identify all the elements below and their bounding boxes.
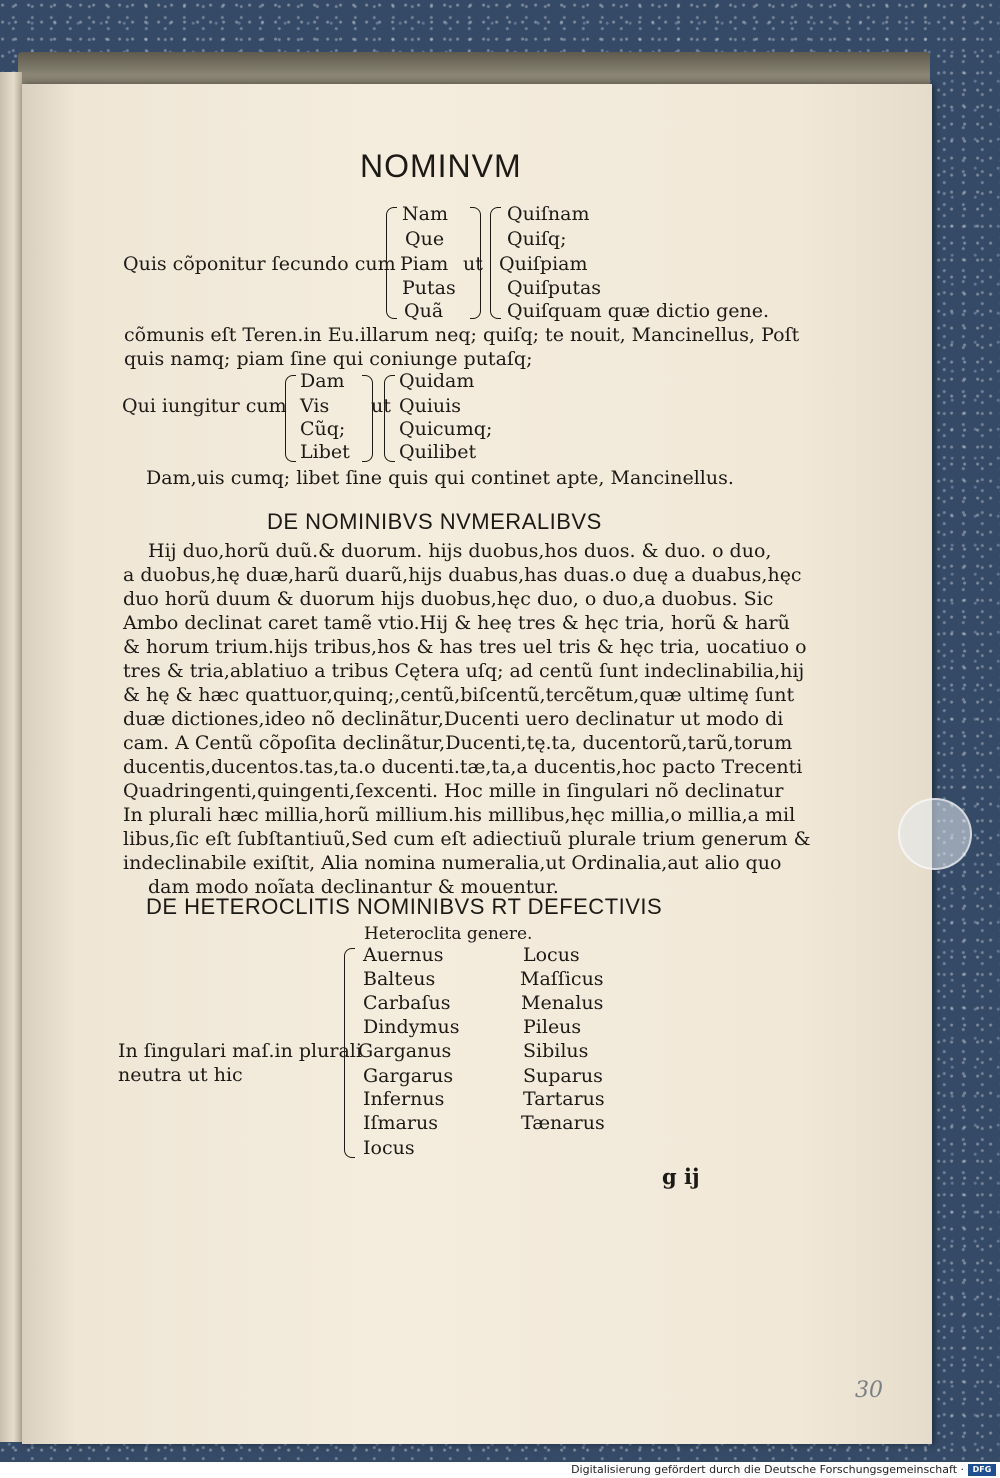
col-b-item: Quiſq;: [507, 228, 567, 250]
dfg-logo: DFG: [968, 1464, 996, 1476]
left-brace: [285, 375, 296, 462]
text-line: & horum trium.hijs tribus,hos & has tres uel tris & hęc tria, uocatiuo o: [123, 636, 807, 658]
col-a-item: Iſmarus: [363, 1112, 438, 1134]
col-b-item: Quicumq;: [399, 418, 493, 440]
col-b-item: Sibilus: [523, 1040, 589, 1062]
right-brace: [362, 375, 373, 462]
text-line: Quadringenti,quingenti,ſexcenti. Hoc mille in ſingulari nõ declinatur: [123, 780, 784, 802]
col-a-item: Dindymus: [363, 1016, 460, 1038]
text-line: tres & tria,ablatiuo a tribus Cętera uſq; ad centũ ſunt indeclinabilia,hij: [123, 660, 805, 682]
lead-phrase: Quis cõponitur ſecundo cum: [123, 253, 396, 275]
col-b-item: Quilibet: [399, 441, 477, 463]
col-b-item: Pileus: [523, 1016, 582, 1038]
pencil-note: 30: [855, 1378, 883, 1403]
col-b-item: Quiuis: [399, 395, 461, 417]
text-line: a duobus,hę duæ,harũ duarũ,hijs duabus,has duas.o duę a duabus,hęc: [123, 564, 802, 586]
subheading: Heteroclita genere.: [364, 924, 533, 944]
col-a-item: Carbaſus: [363, 992, 451, 1014]
section-heading: DE NOMINIBVS NVMERALIBVS: [267, 509, 602, 534]
text-line: quis namq; piam ſine qui coniunge putaſq;: [124, 348, 533, 370]
col-b-item: Quidam: [399, 370, 475, 392]
lead-phrase: In ſingulari maſ.in plurali: [118, 1040, 362, 1062]
text-line: & hę & hæc quattuor,quinq;,centũ,biſcentũ,tercẽtum,quæ ultimę ſunt: [123, 684, 795, 706]
text-line: cõmunis eſt Teren.in Eu.illarum neq; quiſq; te nouit, Mancinellus, Poſt: [124, 324, 800, 346]
footer-bar: [0, 1462, 1000, 1478]
col-b-item: Tænarus: [521, 1112, 605, 1134]
col-b-item: Quiſpiam: [499, 253, 588, 275]
text-line: dam modo noĩata declinantur & mouentur.: [148, 876, 559, 898]
text-line: Ambo declinat caret tamẽ vtio.Hij & heę tres & hęc tria, horũ & harũ: [123, 612, 790, 634]
col-a-item: Balteus: [363, 968, 436, 990]
text-line: In plurali hæc millia,horũ millium.his millibus,hęc millia,o millia,a mil: [123, 804, 796, 826]
text-line: cam. A Centũ cõpoſita declinãtur,Ducenti,tę.ta, ducentorũ,tarũ,torum: [123, 732, 793, 754]
section-heading: DE HETEROCLITIS NOMINIBVS RT DEFECTIVIS: [146, 894, 663, 919]
col-a-item: Que: [405, 228, 445, 250]
col-a-item: Dam: [300, 370, 345, 392]
col-b-item: Quiſputas: [507, 277, 602, 299]
col-a-item: Libet: [300, 441, 350, 463]
left-leaf: [0, 72, 22, 1442]
text-line: Hij duo,horũ duũ.& duorum. hijs duobus,hos duos. & duo. o duo,: [148, 540, 772, 562]
col-a-item: Vis: [300, 395, 330, 417]
lead-phrase: Qui iungitur cum: [122, 395, 287, 417]
col-b-item: Quiſnam: [507, 203, 590, 225]
col-a-item: Putas: [402, 277, 456, 299]
verse-line: Dam,uis cumq; libet ſine quis qui continet apte, Mancinellus.: [146, 467, 734, 489]
signature-mark: g ij: [662, 1164, 700, 1189]
col-a-item: Auernus: [363, 944, 444, 966]
plastic-clip: [898, 798, 972, 870]
col-a-item: Cũq;: [300, 418, 346, 440]
col-a-item: Infernus: [363, 1088, 445, 1110]
col-b-item: Quiſquam quæ dictio gene.: [507, 300, 770, 322]
col-a-item: Nam: [402, 203, 448, 225]
col-a-item: Quã: [404, 300, 444, 322]
col-a-item: Iocus: [363, 1137, 415, 1159]
col-a-item: Garganus: [358, 1040, 452, 1062]
col-b-item: Menalus: [521, 992, 604, 1014]
text-line: indeclinabile exiſtit, Alia nomina numeralia,ut Ordinalia,aut alio quo: [123, 852, 782, 874]
col-b-item: Suparus: [523, 1065, 603, 1087]
text-line: duo horũ duum & duorum hijs duobus,hęc duo, o duo,a duobus. Sic: [123, 588, 774, 610]
col-b-item: Locus: [523, 944, 580, 966]
page-title: NOMINVM: [360, 148, 522, 184]
text-line: ducentis,ducentos.tas,ta.o ducenti.tæ,ta,a ducentis,hoc pacto Trecenti: [123, 756, 803, 778]
footer-credit: Digitalisierung gefördert durch die Deutsche Forschungsgemeinschaft ·: [571, 1463, 964, 1476]
col-b-item: Maſſicus: [520, 968, 604, 990]
text-line: duæ dictiones,ideo nõ declinãtur,Ducenti uero declinatur ut modo di: [123, 708, 784, 730]
lead-phrase: neutra ut hic: [118, 1064, 243, 1086]
col-a-item: Piam: [400, 253, 449, 275]
ut-word: ut: [463, 253, 483, 275]
col-b-item: Tartarus: [523, 1088, 605, 1110]
text-line: libus,ſic eſt ſubſtantiuũ,Sed cum eſt adiectiuũ plurale trium generum &: [123, 828, 811, 850]
ut-word: ut: [371, 395, 391, 417]
col-a-item: Gargarus: [363, 1065, 454, 1087]
left-brace: [384, 375, 395, 462]
